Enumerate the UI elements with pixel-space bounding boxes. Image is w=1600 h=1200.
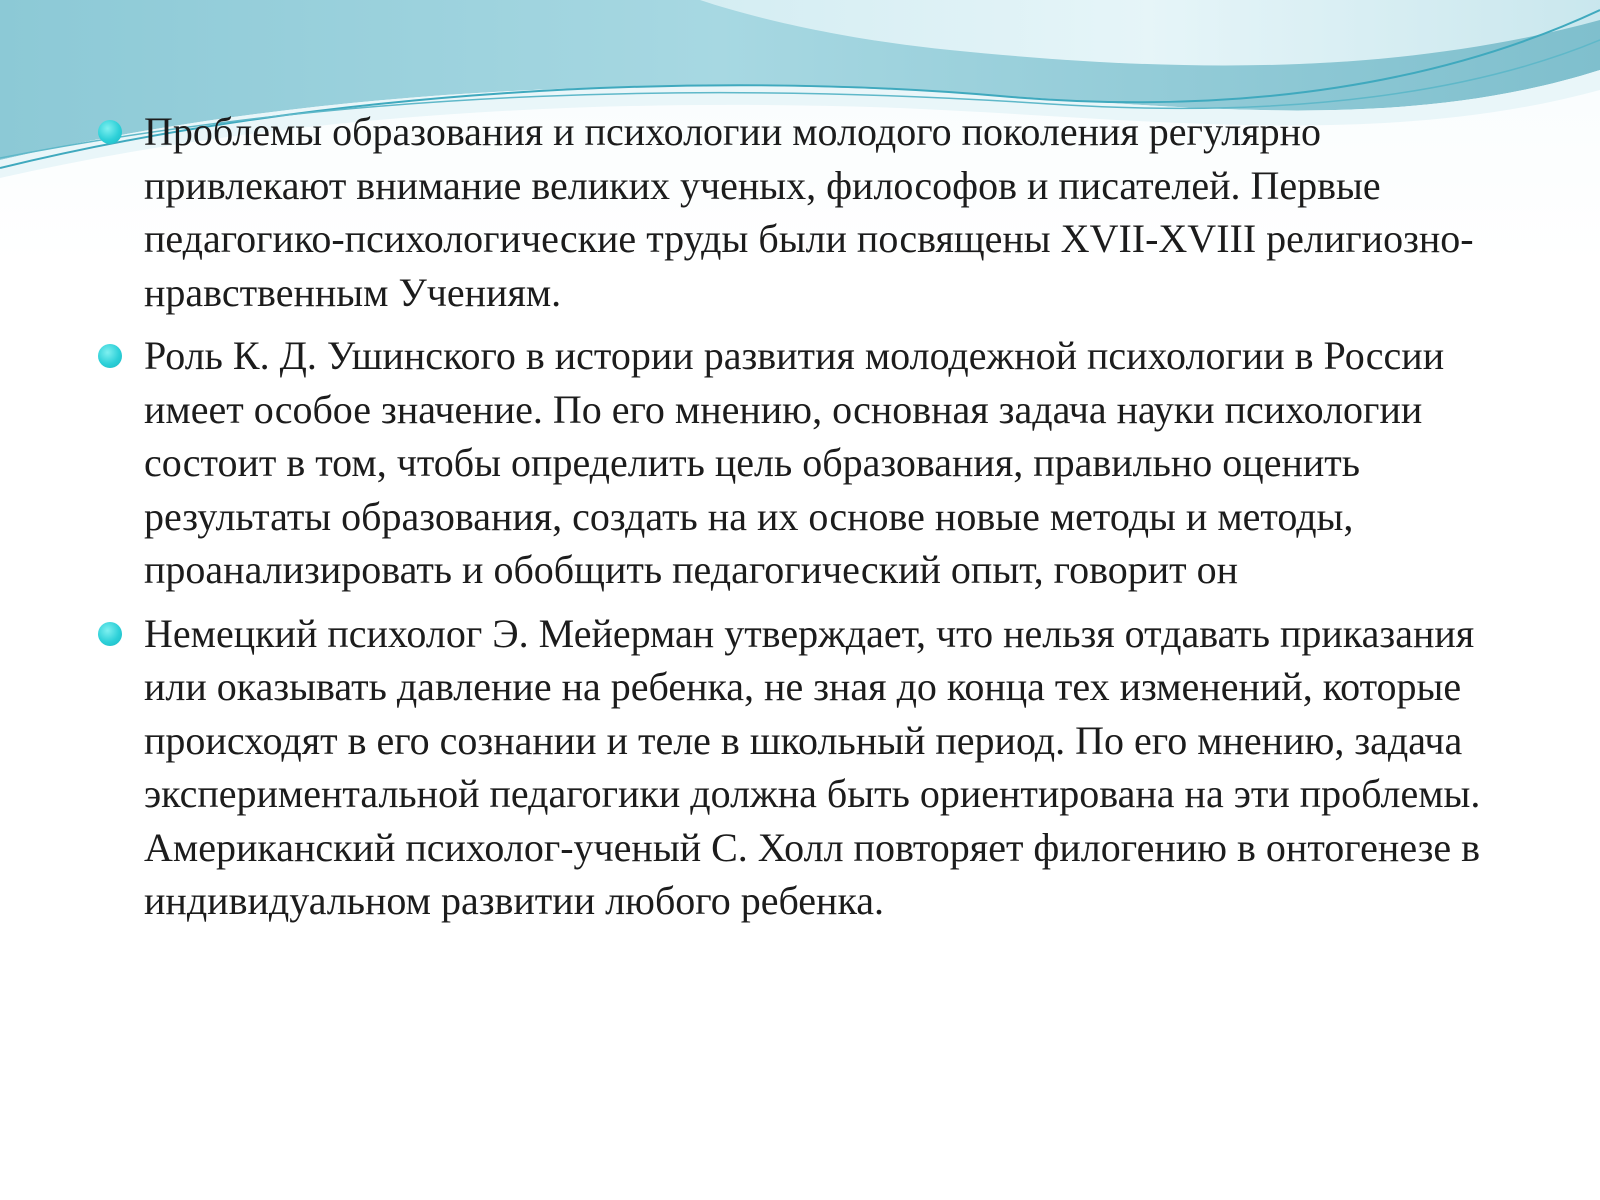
bullet-text: Роль К. Д. Ушинского в истории развития молодежной психологии в России имеет особое значение. По его мнению, основная задача науки психологии состоит в том, чтобы определить цель образования, правильно оценить результаты образования, создать на их основе новые методы и методы, проанализировать и обобщить педагогический опыт, говорит он [144,333,1445,592]
circle-bullet-icon [98,120,122,144]
bullet-text: Проблемы образования и психологии молодого поколения регулярно привлекают внимание великих ученых, философов и писателей. Первые педагогико-психологические труды были посвящены XVII-XVIII религиозно-нравственным Учениям. [144,109,1474,315]
bullet-list [92,105,1532,928]
bullet-item [92,607,1532,928]
slide-content [92,105,1532,938]
bullet-item [92,329,1532,597]
circle-bullet-icon [98,344,122,368]
bullet-item [92,105,1532,319]
bullet-text: Немецкий психолог Э. Мейерман утверждает, что нельзя отдавать приказания или оказывать давление на ребенка, не зная до конца тех изменений, которые происходят в его сознании и теле в школьный период. По его мнению, задача экспериментальной педагогики должна быть ориентирована на эти проблемы. Американский психолог-ученый С. Холл повторяет филогению в онтогенезе в индивидуальном развитии любого ребенка. [144,610,1481,923]
circle-bullet-icon [98,622,122,646]
